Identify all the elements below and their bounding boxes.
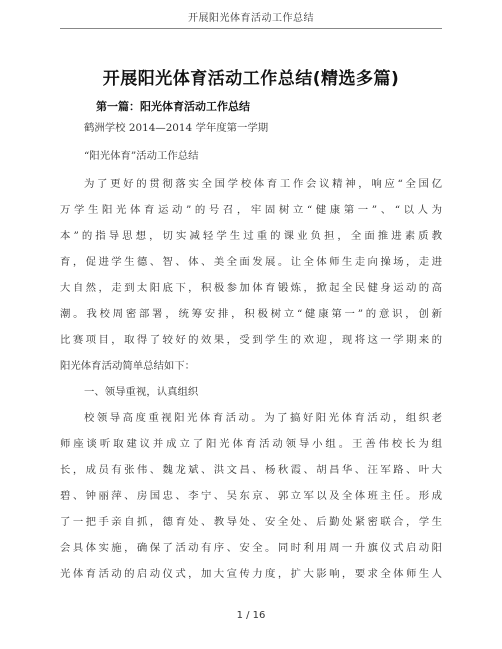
page-number: 1 / 16: [236, 610, 266, 621]
section-heading: 第一篇：阳光体育活动工作总结: [96, 100, 250, 113]
header-divider: [60, 28, 442, 29]
paragraph-line: 为了更好的贯彻落实全国学校体育工作会议精神，响应“全国亿: [84, 178, 442, 190]
page-header: 开展阳光体育活动工作总结: [188, 13, 314, 24]
subsection-heading: 一、领导重视，认真组织: [84, 386, 199, 398]
paragraph-line: “阳光体育”活动工作总结: [84, 150, 199, 162]
paragraph-line: 校领导高度重视阳光体育活动。为了搞好阳光体育活动，组织老: [84, 412, 442, 424]
paragraph-line: 长，成员有张伟、魏龙斌、洪文昌、杨秋霞、胡昌华、汪军路、叶大: [60, 464, 442, 476]
paragraph-line: 本”的指导思想，切实减轻学生过重的课业负担，全面推进素质教: [60, 230, 442, 242]
document-title: 开展阳光体育活动工作总结(精选多篇): [102, 69, 400, 89]
paragraph-line: 万学生阳光体育运动”的号召，牢固树立“健康第一”、“以人为: [60, 204, 442, 216]
paragraph-line: 比赛项目，取得了较好的效果，受到学生的欢迎，现将这一学期来的: [60, 334, 442, 346]
paragraph-line: 光体育活动的启动仪式，加大宣传力度，扩大影响，要求全体师生人: [60, 568, 442, 580]
paragraph-line: 会具体实施，确保了活动有序、安全。同时利用周一升旗仪式启动阳: [60, 542, 442, 554]
paragraph-line: 鹤洲学校 2014—2014 学年度第一学期: [84, 122, 269, 134]
paragraph-line: 育，促进学生德、智、体、美全面发展。让全体师生走向操场，走进: [60, 256, 442, 268]
paragraph-line: 了一把手亲自抓，德育处、教导处、安全处、后勤处紧密联合，学生: [60, 516, 442, 528]
paragraph-line: 碧、钟丽萍、房国忠、李宁、吴东京、郭立军以及全体班主任。形成: [60, 490, 442, 502]
paragraph-line: 师座谈听取建议并成立了阳光体育活动领导小组。王善伟校长为组: [60, 438, 442, 450]
paragraph-line: 阳光体育活动简单总结如下：: [60, 360, 196, 372]
paragraph-line: 潮。我校周密部署，统筹安排，积极树立“健康第一”的意识，创新: [60, 308, 442, 320]
paragraph-line: 大自然，走到太阳底下，积极参加体育锻炼，掀起全民健身运动的高: [60, 282, 442, 294]
